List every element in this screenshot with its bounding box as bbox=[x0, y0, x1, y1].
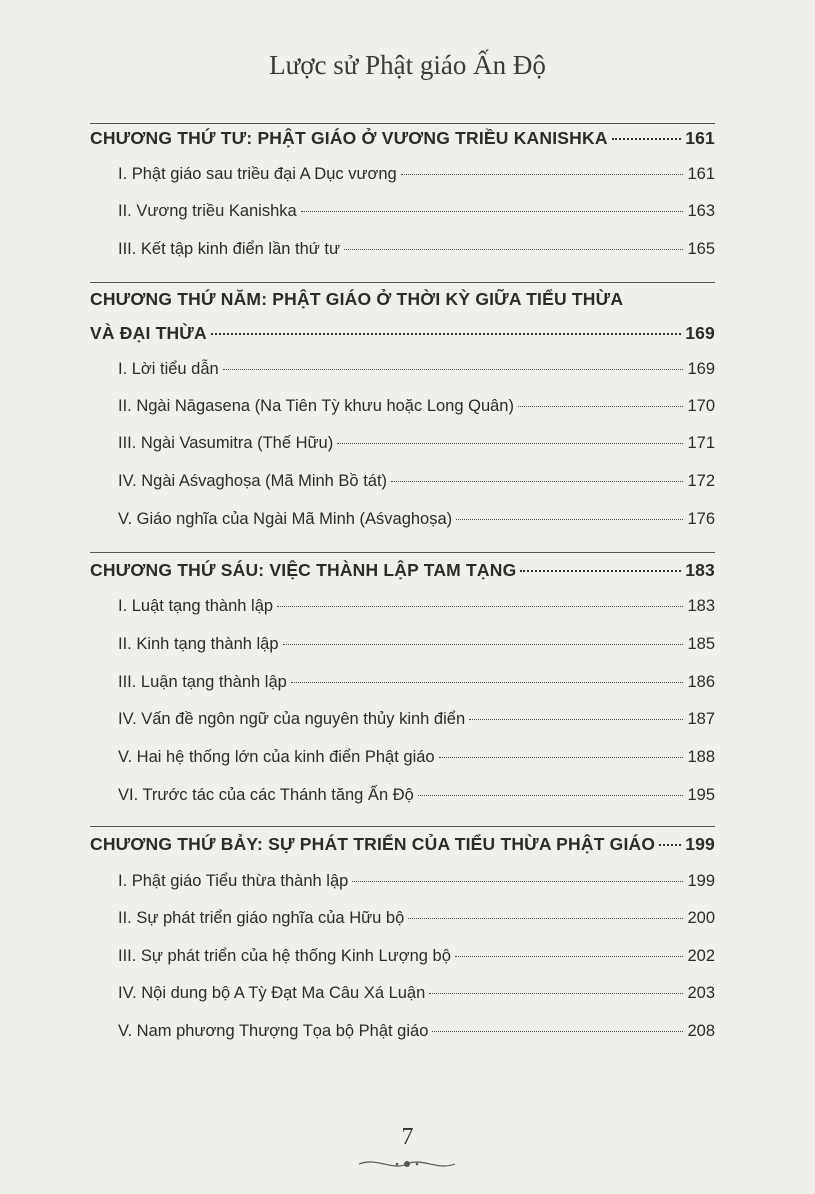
entry-label: II. Kinh tạng thành lập bbox=[118, 635, 279, 653]
toc-entry[interactable] bbox=[90, 748, 715, 767]
toc-chapter-6[interactable] bbox=[90, 560, 715, 581]
toc-entry[interactable] bbox=[90, 240, 715, 259]
toc-entry[interactable] bbox=[90, 472, 715, 491]
entry-page: 163 bbox=[687, 202, 715, 220]
entry-label: I. Phật giáo Tiểu thừa thành lập bbox=[118, 872, 349, 890]
toc-entry[interactable] bbox=[90, 984, 715, 1003]
entry-label: II. Ngài Nāgasena (Na Tiên Tỳ khưu hoặc Long Quân) bbox=[118, 397, 514, 415]
entry-page: 203 bbox=[687, 984, 715, 1002]
chapter-title-line2: VÀ ĐẠI THỪA bbox=[90, 323, 207, 343]
entry-label: VI. Trước tác của các Thánh tăng Ấn Độ bbox=[118, 786, 414, 804]
dot-leader bbox=[612, 138, 682, 140]
entry-label: III. Ngài Vasumitra (Thế Hữu) bbox=[118, 434, 334, 452]
dot-leader bbox=[469, 719, 683, 720]
dot-leader bbox=[277, 606, 683, 607]
dot-leader bbox=[223, 369, 684, 370]
dot-leader bbox=[439, 757, 684, 758]
entry-label: IV. Ngài Aśvaghoṣa (Mã Minh Bồ tát) bbox=[118, 472, 388, 490]
chapter-page: 169 bbox=[685, 323, 715, 343]
entry-label: V. Hai hệ thống lớn của kinh điển Phật giáo bbox=[118, 748, 435, 766]
entry-page: 199 bbox=[687, 872, 715, 890]
section-divider bbox=[90, 123, 715, 124]
dot-leader bbox=[432, 1031, 683, 1032]
toc-entry[interactable] bbox=[90, 397, 715, 416]
entry-label: III. Kết tập kinh điển lần thứ tư bbox=[118, 240, 341, 258]
chapter-title-line1[interactable]: CHƯƠNG THỨ NĂM: PHẬT GIÁO Ở THỜI KỲ GIỮA TIỂU THỪA bbox=[90, 289, 624, 309]
toc-entry[interactable] bbox=[90, 165, 715, 184]
dot-leader bbox=[291, 682, 684, 683]
dot-leader bbox=[337, 443, 683, 444]
chapter-title: CHƯƠNG THỨ SÁU: VIỆC THÀNH LẬP TAM TẠNG bbox=[90, 560, 517, 580]
entry-label: IV. Vấn đề ngôn ngữ của nguyên thủy kinh điển bbox=[118, 710, 466, 728]
dot-leader bbox=[659, 844, 681, 846]
toc-entry[interactable] bbox=[90, 597, 715, 616]
toc-entry[interactable] bbox=[90, 673, 715, 692]
entry-label: IV. Nội dung bộ A Tỳ Đạt Ma Câu Xá Luận bbox=[118, 984, 426, 1002]
dot-leader bbox=[344, 249, 683, 250]
flourish-ornament-icon bbox=[357, 1155, 457, 1173]
chapter-title: CHƯƠNG THỨ BẢY: SỰ PHÁT TRIỂN CỦA TIỂU THỪA PHẬT GIÁO bbox=[90, 834, 656, 854]
entry-label: II. Vương triều Kanishka bbox=[118, 202, 297, 220]
dot-leader bbox=[352, 881, 683, 882]
chapter-page: 161 bbox=[685, 128, 715, 148]
running-header: Lược sử Phật giáo Ấn Độ bbox=[269, 50, 546, 80]
entry-page: 169 bbox=[687, 360, 715, 378]
dot-leader bbox=[418, 795, 684, 796]
chapter-page: 183 bbox=[685, 560, 715, 580]
toc-entry[interactable] bbox=[90, 1022, 715, 1041]
entry-page: 187 bbox=[687, 710, 715, 728]
entry-page: 183 bbox=[687, 597, 715, 615]
chapter-page: 199 bbox=[685, 834, 715, 854]
dot-leader bbox=[408, 918, 683, 919]
toc-chapter-5[interactable] bbox=[90, 323, 715, 344]
entry-page: 208 bbox=[687, 1022, 715, 1040]
entry-label: III. Sự phát triển của hệ thống Kinh Lượng bộ bbox=[118, 947, 451, 965]
entry-page: 195 bbox=[687, 786, 715, 804]
dot-leader bbox=[518, 406, 684, 407]
entry-page: 202 bbox=[687, 947, 715, 965]
dot-leader bbox=[455, 956, 684, 957]
entry-label: III. Luận tạng thành lập bbox=[118, 673, 287, 691]
dot-leader bbox=[456, 519, 683, 520]
entry-page: 161 bbox=[687, 165, 715, 183]
entry-label: I. Lời tiểu dẫn bbox=[118, 360, 219, 378]
section-divider bbox=[90, 282, 715, 283]
toc-entry[interactable] bbox=[90, 710, 715, 729]
toc-chapter-4[interactable] bbox=[90, 128, 715, 149]
entry-page: 165 bbox=[687, 240, 715, 258]
dot-leader bbox=[211, 333, 681, 335]
dot-leader bbox=[429, 993, 683, 994]
dot-leader bbox=[520, 570, 681, 572]
dot-leader bbox=[301, 211, 684, 212]
entry-label: V. Nam phương Thượng Tọa bộ Phật giáo bbox=[118, 1022, 429, 1040]
entry-page: 170 bbox=[687, 397, 715, 415]
toc-entry[interactable] bbox=[90, 202, 715, 221]
entry-page: 186 bbox=[687, 673, 715, 691]
toc-entry[interactable] bbox=[90, 786, 715, 805]
section-divider bbox=[90, 552, 715, 553]
toc-chapter-7[interactable] bbox=[90, 834, 715, 855]
entry-page: 188 bbox=[687, 748, 715, 766]
page-number: 7 bbox=[401, 1124, 414, 1150]
toc-entry[interactable] bbox=[90, 360, 715, 379]
entry-page: 185 bbox=[687, 635, 715, 653]
entry-page: 171 bbox=[687, 434, 715, 452]
entry-label: V. Giáo nghĩa của Ngài Mã Minh (Aśvaghoṣa) bbox=[118, 510, 453, 528]
chapter-title: CHƯƠNG THỨ TƯ: PHẬT GIÁO Ở VƯƠNG TRIỀU KANISHKA bbox=[90, 128, 608, 148]
toc-entry[interactable] bbox=[90, 947, 715, 966]
dot-leader bbox=[401, 174, 684, 175]
entry-page: 200 bbox=[687, 909, 715, 927]
entry-label: II. Sự phát triển giáo nghĩa của Hữu bộ bbox=[118, 909, 405, 927]
toc-entry[interactable] bbox=[90, 872, 715, 891]
dot-leader bbox=[391, 481, 683, 482]
entry-page: 176 bbox=[687, 510, 715, 528]
entry-label: I. Phật giáo sau triều đại A Dục vương bbox=[118, 165, 397, 183]
toc-entry[interactable] bbox=[90, 510, 715, 529]
toc-entry[interactable] bbox=[90, 635, 715, 654]
entry-page: 172 bbox=[687, 472, 715, 490]
section-divider bbox=[90, 826, 715, 827]
dot-leader bbox=[283, 644, 684, 645]
toc-entry[interactable] bbox=[90, 434, 715, 453]
entry-label: I. Luật tạng thành lập bbox=[118, 597, 274, 615]
toc-entry[interactable] bbox=[90, 909, 715, 928]
